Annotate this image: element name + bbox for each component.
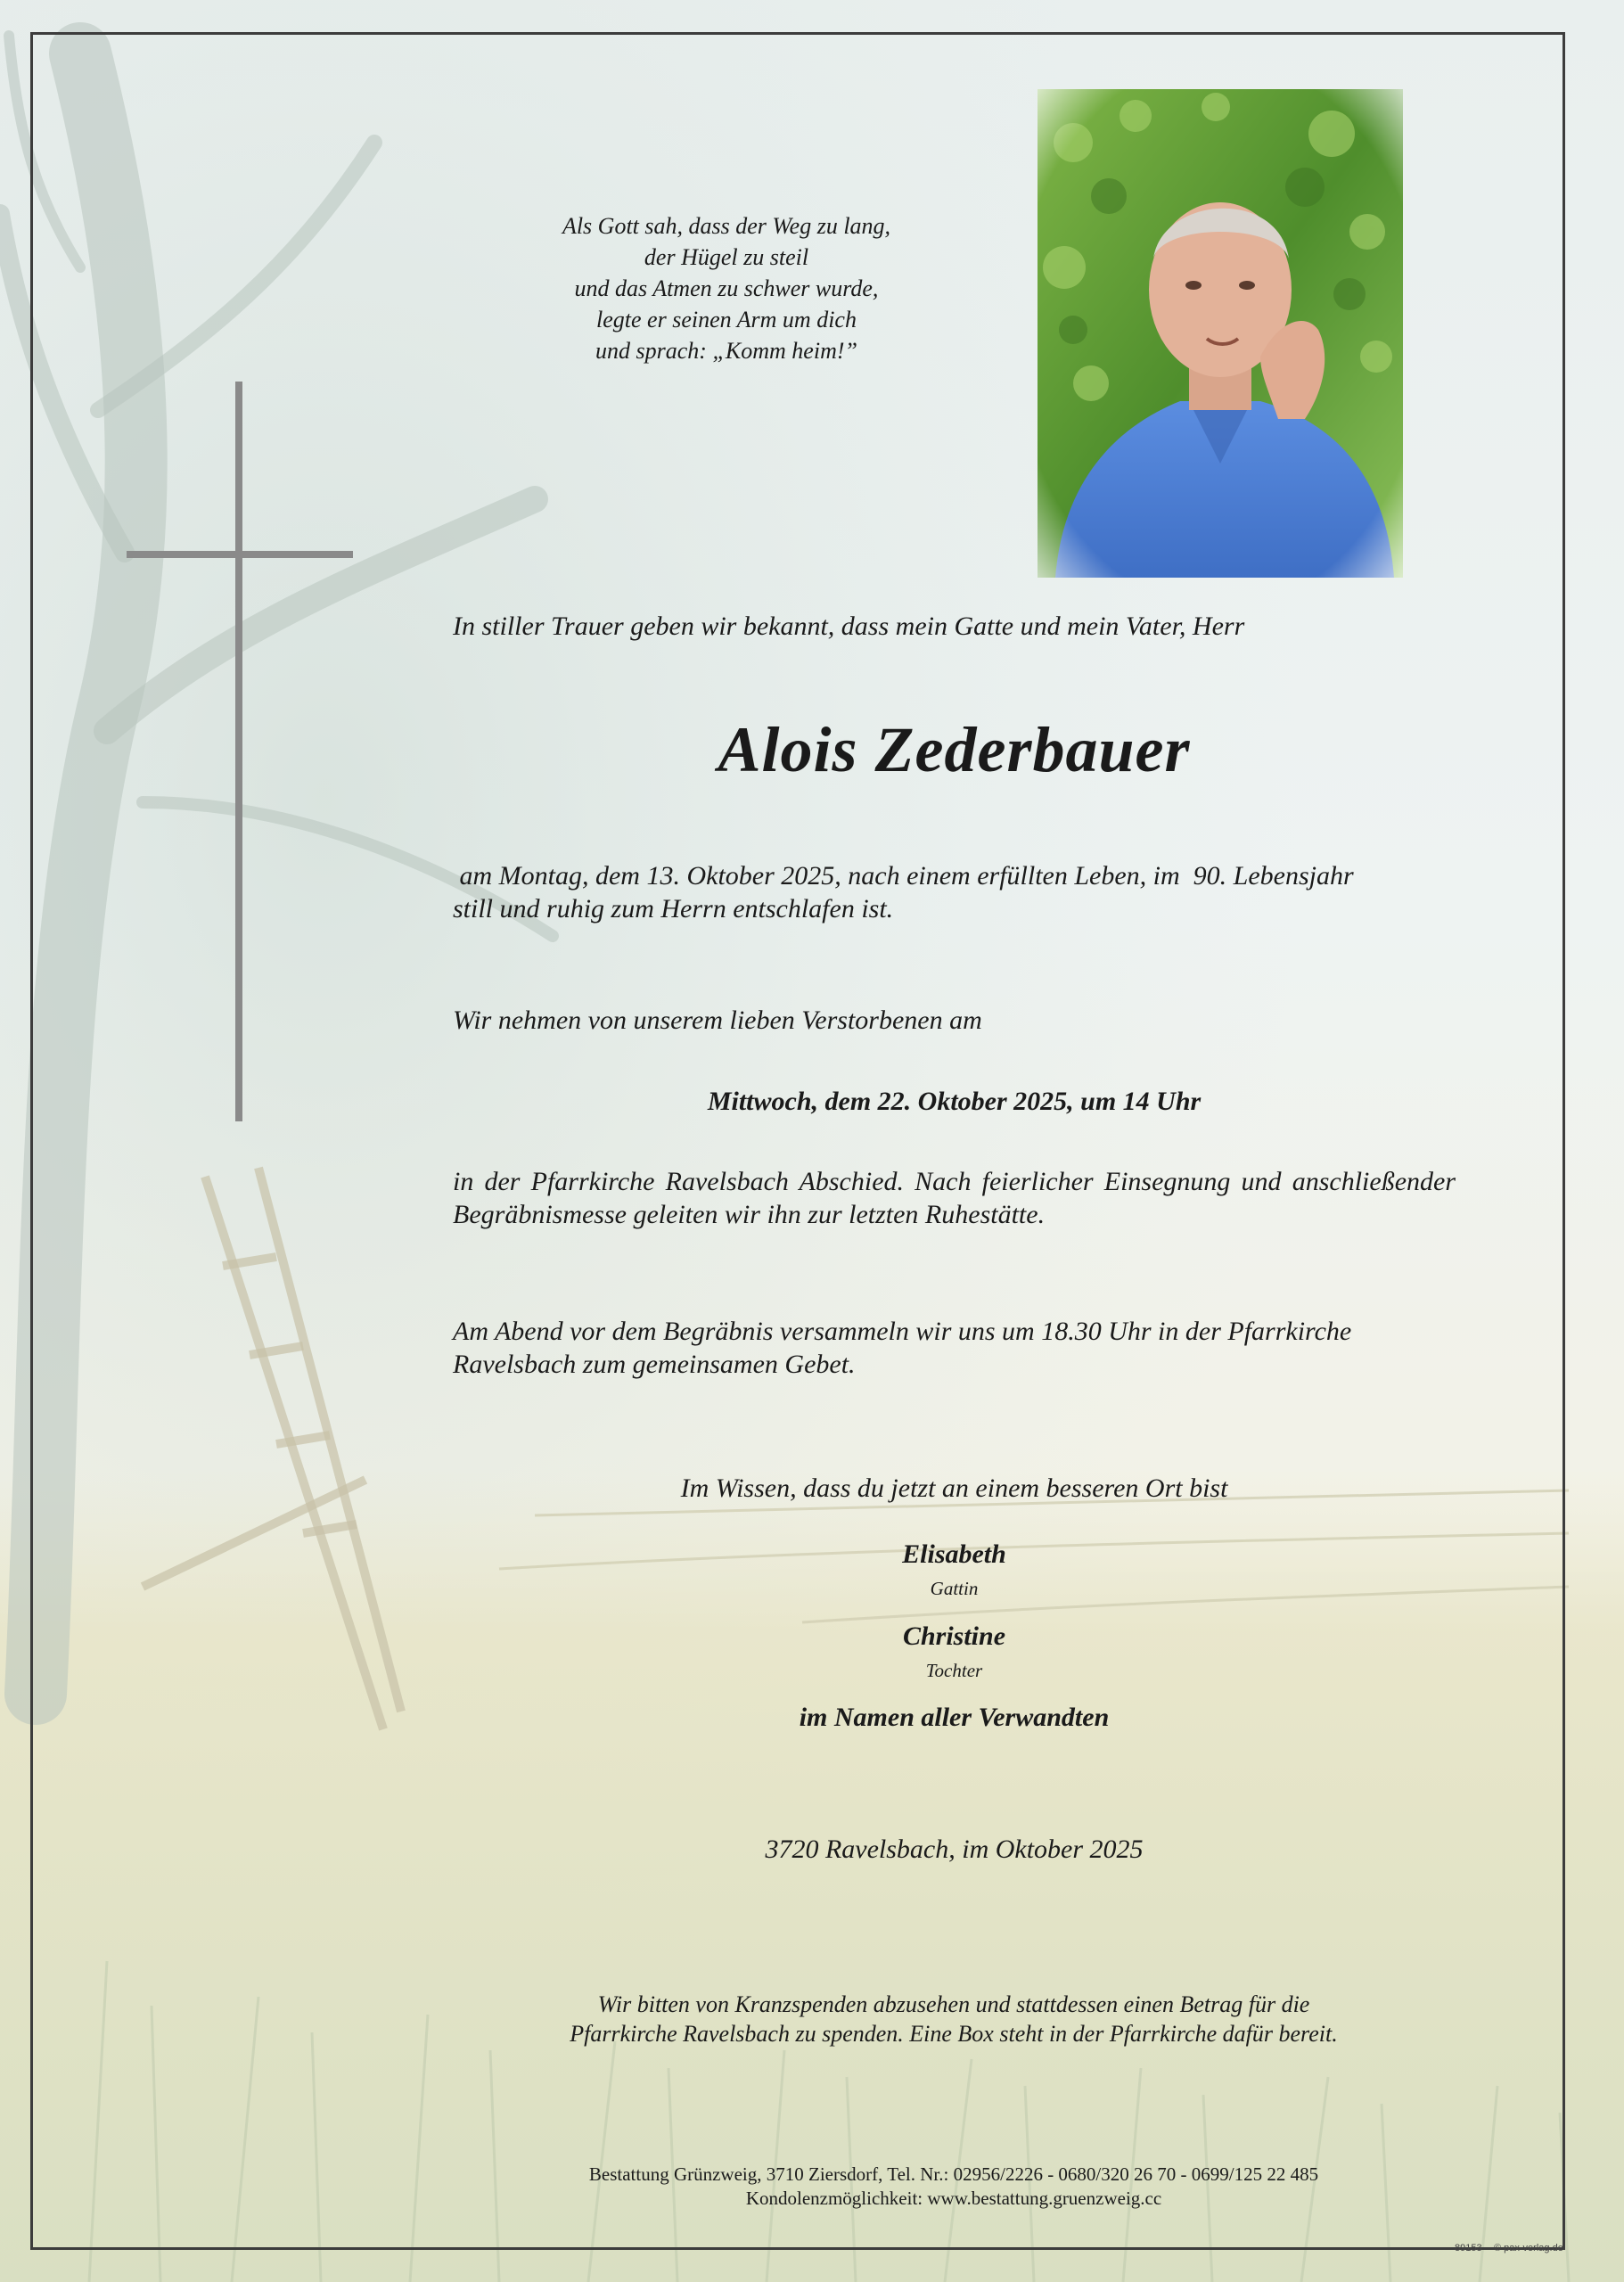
cross-icon (127, 382, 353, 1121)
poem-line: legte er seinen Arm um dich (596, 307, 857, 332)
condolence-link: Kondolenzmöglichkeit: www.bestattung.gruenzweig.cc (745, 2188, 1162, 2209)
farewell-text: in der Pfarrkirche Ravelsbach Abschied. Nach feierlicher Einsegnung und anschließender Begräbnismesse geleiten wir ihn zur letzten Ruhestätte. (453, 1167, 1456, 1229)
mourner-relation: Tochter (925, 1660, 983, 1681)
funeral-home-footer (357, 2163, 1551, 2211)
farewell-intro: Wir nehmen von unserem lieben Verstorbenen am (453, 1006, 982, 1035)
poem-line: der Hügel zu steil (644, 244, 809, 270)
poem (499, 210, 954, 366)
deceased-name: Alois Zederbauer (718, 714, 1191, 785)
mourner-entry (453, 1620, 1456, 1687)
funeral-date: Mittwoch, dem 22. Oktober 2025, um 14 Uhr (707, 1087, 1202, 1116)
funeral-home-contact: Bestattung Grünzweig, 3710 Ziersdorf, Tel. Nr.: 02956/2226 - 0680/320 26 70 - 0699/125 22 485 (588, 2163, 1319, 2185)
mourner-entry (453, 1538, 1456, 1605)
donation-line: Wir bitten von Kranzspenden abzusehen und stattdessen einen Betrag für die (597, 1991, 1310, 2017)
mourner-name: Christine (902, 1621, 1006, 1651)
death-notice-line-1: am Montag, dem 13. Oktober 2025, nach einem erfüllten Leben, im 90. Lebensjahr (453, 861, 1354, 891)
mourner-relation: Gattin (930, 1578, 979, 1599)
mourners-intro: Im Wissen, dass du jetzt an einem besseren Ort bist (680, 1473, 1228, 1503)
print-code: 89153 (1455, 2243, 1482, 2253)
announcement-intro: In stiller Trauer geben wir bekannt, dass mein Gatte und mein Vater, Herr (453, 612, 1245, 641)
mourner-name: Elisabeth (902, 1539, 1006, 1569)
poem-line: und das Atmen zu schwer wurde, (574, 275, 879, 301)
donation-line: Pfarrkirche Ravelsbach zu spenden. Eine Box steht in der Pfarrkirche dafür bereit. (570, 2021, 1338, 2047)
portrait-photo (1038, 89, 1403, 578)
publisher-credit: © pax-verlag.de (1494, 2243, 1563, 2253)
death-notice-line-2: still und ruhig zum Herrn entschlafen ist. (453, 894, 894, 923)
place-date: 3720 Ravelsbach, im Oktober 2025 (765, 1835, 1144, 1864)
donation-note (357, 1990, 1551, 2048)
mourners-closing: im Namen aller Verwandten (799, 1703, 1110, 1732)
evening-prayer: Am Abend vor dem Begräbnis versammeln wir uns um 18.30 Uhr in der Pfarrkirche Ravelsbach zum gemeinsamen Gebet. (453, 1317, 1352, 1379)
poem-line: und sprach: „Komm heim!” (595, 338, 857, 364)
poem-line: Als Gott sah, dass der Weg zu lang, (562, 213, 891, 239)
